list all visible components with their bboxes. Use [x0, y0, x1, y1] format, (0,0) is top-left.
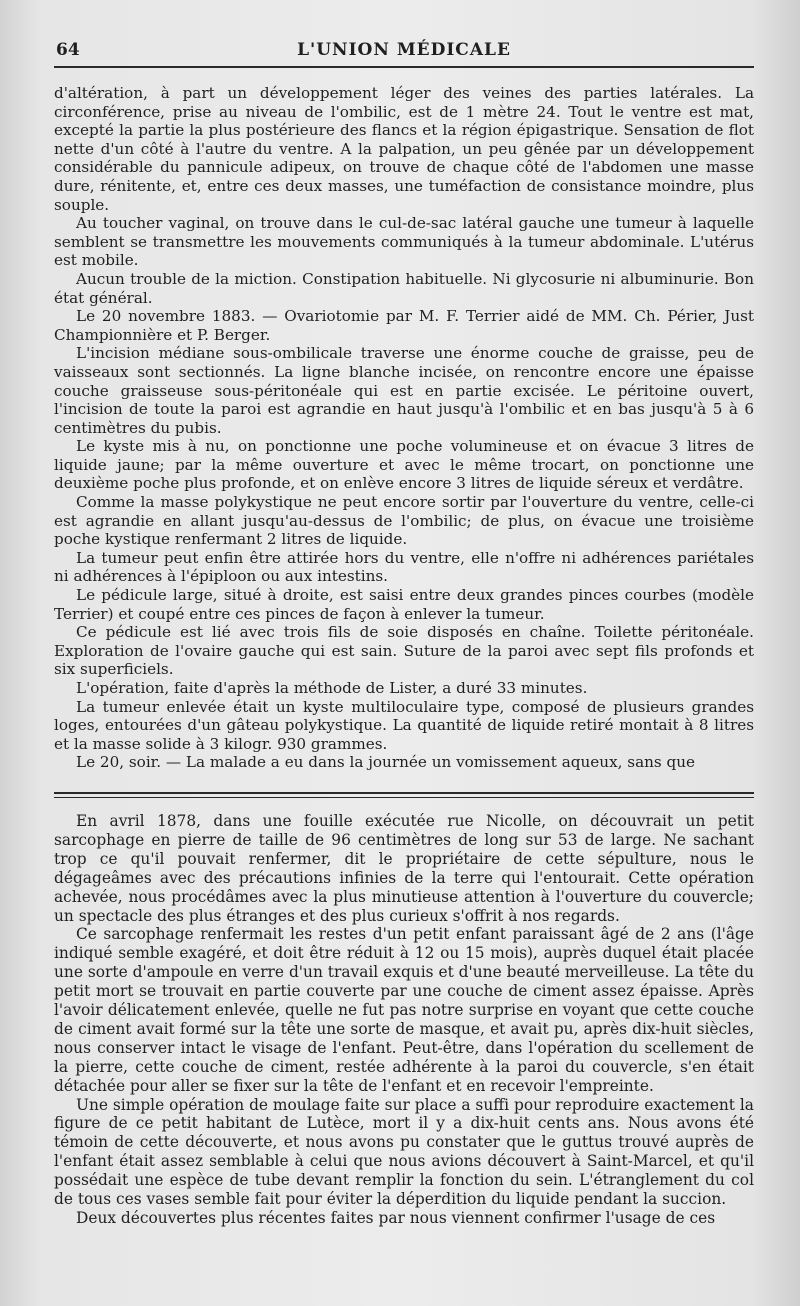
body-paragraph: Au toucher vaginal, on trouve dans le cul-de-sac latéral gauche une tumeur à laquelle semblent se transmettre les mouvements communiqués à la tumeur abdominale. L'utérus est mobile.: [54, 214, 754, 270]
main-article: [54, 84, 754, 772]
body-paragraph: La tumeur enlevée était un kyste multiloculaire type, composé de plusieurs grandes loges, entourées d'un gâteau polykystique. La quantité de liquide retiré montait à 8 litres et la masse solide à 3 kilogr. 930 grammes.: [54, 697, 754, 753]
body-paragraph: Le pédicule large, situé à droite, est saisi entre deux grandes pinces courbes (modèle Terrier) et coupé entre ces pinces de façon à enlever la tumeur.: [54, 586, 754, 623]
feuilleton-paragraph: Deux découvertes plus récentes faites par nous viennent confirmer l'usage de ces: [76, 1209, 716, 1227]
body-paragraph: L'incision médiane sous-ombilicale traverse une énorme couche de graisse, peu de vaisseaux sont sectionnés. La ligne blanche incisée, on rencontre encore une épaisse couche graisseuse sous-péritonéale qui est en partie excisée. Le péritoine ouvert, l'incision de toute la paroi est agrandie en haut jusqu'à l'ombilic et en bas jusqu'à 5 à 6 centimètres du pubis.: [54, 344, 754, 437]
feuilleton-paragraph: Une simple opération de moulage faite sur place a suffi pour reproduire exactement la figure de ce petit habitant de Lutèce, mort il y a dix-huit cents ans. Nous avons été témoin de cette découverte, et nous avons pu constater que le guttus trouvé auprès de l'enfant était assez semblable à celui que nous avions découvert à Saint-Marcel, et qu'il possédait une espèce de tube devant remplir la fonction du sein. L'étranglement du col de tous ces vases semble fait pour éviter la déperdition du liquide pendant la succion.: [54, 1095, 754, 1209]
body-paragraph: d'altération, à part un développement léger des veines des parties latérales. La circonférence, prise au niveau de l'ombilic, est de 1 mètre 24. Tout le ventre est mat, excepté la partie la plus postérieure des flancs et la région épigastrique. Sensation de flot nette d'un côté à l'autre du ventre. A la palpation, un peu gênée par un développement considérable du pannicule adipeux, on trouve de chaque côté de l'abdomen une masse dure, rénitente, et, entre ces deux masses, une tuméfaction de consistance moindre, plus souple.: [54, 84, 754, 214]
header-rule: [54, 66, 754, 68]
feuilleton-article: [54, 812, 754, 1228]
feuilleton-paragraph: En avril 1878, dans une fouille exécutée rue Nicolle, on découvrait un petit sarcophage en pierre de taille de 96 centimètres de long sur 53 de large. Ne sachant trop ce qu'il pouvait renfermer, dit le propriétaire de cette sépulture, nous le dégageâmes avec des précautions infinies de la terre qui l'entourait. Cette opération achevée, nous procédâmes avec la plus minutieuse attention à l'ouverture du couvercle; un spectacle des plus étranges et des plus curieux s'offrit à nos regards.: [54, 811, 754, 925]
page-number: 64: [56, 40, 80, 60]
running-title: L'UNION MÉDICALE: [297, 40, 511, 60]
body-paragraph: Le kyste mis à nu, on ponctionne une poche volumineuse et on évacue 3 litres de liquide jaune; par la même ouverture et avec le même trocart, on ponctionne une deuxième poche plus profonde, et on enlève encore 3 litres de liquide séreux et verdâtre.: [54, 437, 754, 493]
body-paragraph: Aucun trouble de la miction. Constipation habituelle. Ni glycosurie ni albuminurie. Bon état général.: [54, 269, 754, 307]
feuilleton-paragraph: Ce sarcophage renfermait les restes d'un petit enfant paraissant âgé de 2 ans (l'âge indiqué semble exagéré, et doit être réduit à 12 ou 15 mois), auprès duquel était placée une sorte d'ampoule en verre d'un travail exquis et d'une beauté merveilleuse. La tête du petit mort se trouvait en partie couverte par une couche de ciment assez épaisse. Après l'avoir délicatement enlevée, quelle ne fut pas notre surprise en voyant que cette couche de ciment avait formé sur la tête une sorte de masque, et avait pu, après dix-huit siècles, nous conserver intact le visage de l'enfant. Peut-être, dans l'opération du scellement de la pierre, cette couche de ciment, restée adhérente à la paroi du couvercle, s'en était détachée pour aller se fixer sur la tête de l'enfant et en recevoir l'empreinte.: [54, 925, 754, 1095]
body-paragraph: La tumeur peut enfin être attirée hors du ventre, elle n'offre ni adhérences pariétales ni adhérences à l'épiploon ou aux intestins.: [54, 548, 754, 586]
body-paragraph: Comme la masse polykystique ne peut encore sortir par l'ouverture du ventre, celle-ci est agrandie en allant jusqu'au-dessus de l'ombilic; de plus, on évacue une troisième poche kystique renfermant 2 litres de liquide.: [54, 493, 754, 549]
body-paragraph: L'opération, faite d'après la méthode de Lister, a duré 33 minutes.: [76, 679, 588, 697]
body-paragraph: Ce pédicule est lié avec trois fils de soie disposés en chaîne. Toilette péritonéale. Exploration de l'ovaire gauche qui est sain. Suture de la paroi avec sept fils profonds et six superficiels.: [54, 623, 754, 679]
body-paragraph: Le 20 novembre 1883. — Ovariotomie par M. F. Terrier aidé de MM. Ch. Périer, Just Championnière et P. Berger.: [54, 307, 754, 344]
body-paragraph: Le 20, soir. — La malade a eu dans la journée un vomissement aqueux, sans que: [76, 753, 696, 772]
page-header: [54, 36, 754, 62]
feuilleton-separator: [54, 792, 754, 798]
